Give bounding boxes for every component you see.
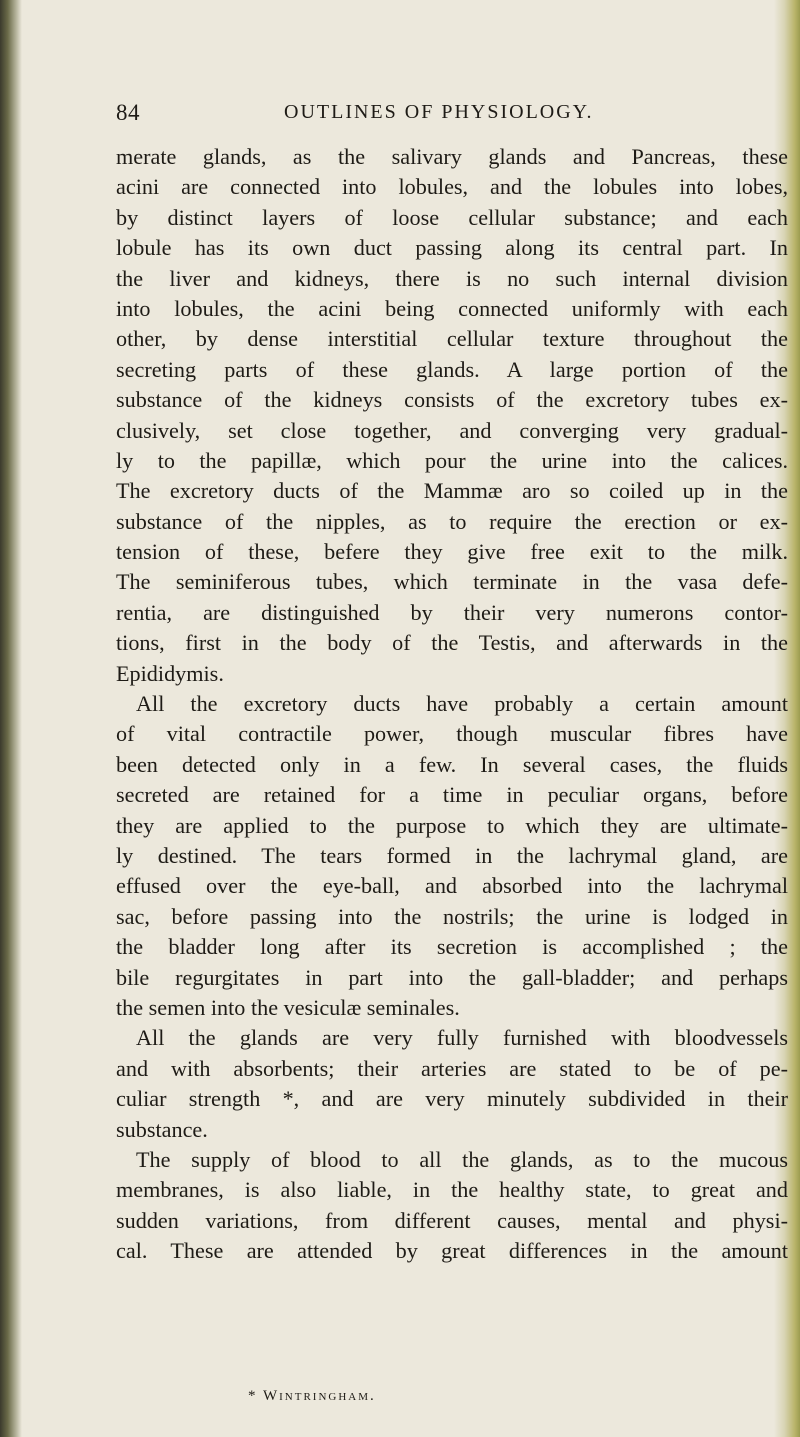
text-line: into lobules, the acini being connected uniformly with each: [116, 295, 788, 321]
text-line: rentia, are distinguished by their very numerons contor-: [116, 599, 788, 625]
text-line: The seminiferous tubes, which terminate in the vasa defe-: [116, 569, 788, 595]
text-line: secreted are retained for a time in peculiar organs, before: [116, 782, 788, 808]
text-line: substance of the kidneys consists of the excretory tubes ex-: [116, 387, 788, 413]
text-line: the bladder long after its secretion is accomplished ; the: [116, 934, 788, 960]
text-line: ly destined. The tears formed in the lachrymal gland, are: [116, 842, 788, 868]
text-line: sudden variations, from different causes, mental and physi-: [116, 1207, 788, 1233]
text-line: merate glands, as the salivary glands and Pancreas, these: [116, 144, 788, 169]
text-line: acini are connected into lobules, and the lobules into lobes,: [116, 174, 788, 200]
paragraph-start-line: All the excretory ducts have probably a certain amount: [136, 691, 788, 717]
text-line: they are applied to the purpose to which they are ultimate-: [116, 812, 788, 838]
text-line: been detected only in a few. In several cases, the fluids: [116, 751, 788, 777]
text-line: by distinct layers of loose cellular substance; and each: [116, 204, 788, 230]
text-line: ly to the papillæ, which pour the urine into the calices.: [116, 447, 788, 473]
paragraph-end-line: Epididymis.: [116, 660, 224, 686]
text-line: other, by dense interstitial cellular texture throughout the: [116, 326, 788, 352]
text-line: membranes, is also liable, in the healthy state, to great and: [116, 1177, 788, 1203]
text-line: bile regurgitates in part into the gall-bladder; and perhaps: [116, 964, 788, 990]
body-text: [116, 142, 788, 1266]
text-line: tension of these, befere they give free exit to the milk.: [116, 539, 788, 565]
page-number: 84: [116, 100, 140, 125]
page-header: [116, 100, 716, 140]
paragraph-start-line: The supply of blood to all the glands, as to the mucous: [136, 1146, 788, 1172]
page-binding-shadow: [0, 0, 22, 1437]
text-line: culiar strength *, and are very minutely subdivided in their: [116, 1086, 788, 1112]
footnote: * Wintringham.: [248, 1388, 376, 1404]
text-line: secreting parts of these glands. A large portion of the: [116, 356, 788, 382]
text-line: The excretory ducts of the Mammæ aro so coiled up in the: [116, 478, 788, 504]
paragraph-end-line: substance.: [116, 1116, 208, 1142]
running-head: OUTLINES OF PHYSIOLOGY.: [284, 101, 594, 123]
text-line: of vital contractile power, though muscular fibres have: [116, 721, 788, 747]
text-line: sac, before passing into the nostrils; the urine is lodged in: [116, 903, 788, 929]
paragraph-start-line: All the glands are very fully furnished with bloodvessels: [136, 1025, 788, 1051]
text-line: and with absorbents; their arteries are stated to be of pe-: [116, 1055, 788, 1081]
paragraph-end-line: the semen into the vesiculæ seminales.: [116, 994, 460, 1020]
text-line: tions, first in the body of the Testis, and afterwards in the: [116, 630, 788, 656]
text-line: cal. These are attended by great differences in the amount: [116, 1238, 788, 1264]
text-line: lobule has its own duct passing along its central part. In: [116, 235, 788, 261]
text-line: effused over the eye-ball, and absorbed into the lachrymal: [116, 873, 788, 899]
text-line: clusively, set close together, and converging very gradual-: [116, 417, 788, 443]
text-line: the liver and kidneys, there is no such internal division: [116, 265, 788, 291]
text-line: substance of the nipples, as to require the erection or ex-: [116, 508, 788, 534]
